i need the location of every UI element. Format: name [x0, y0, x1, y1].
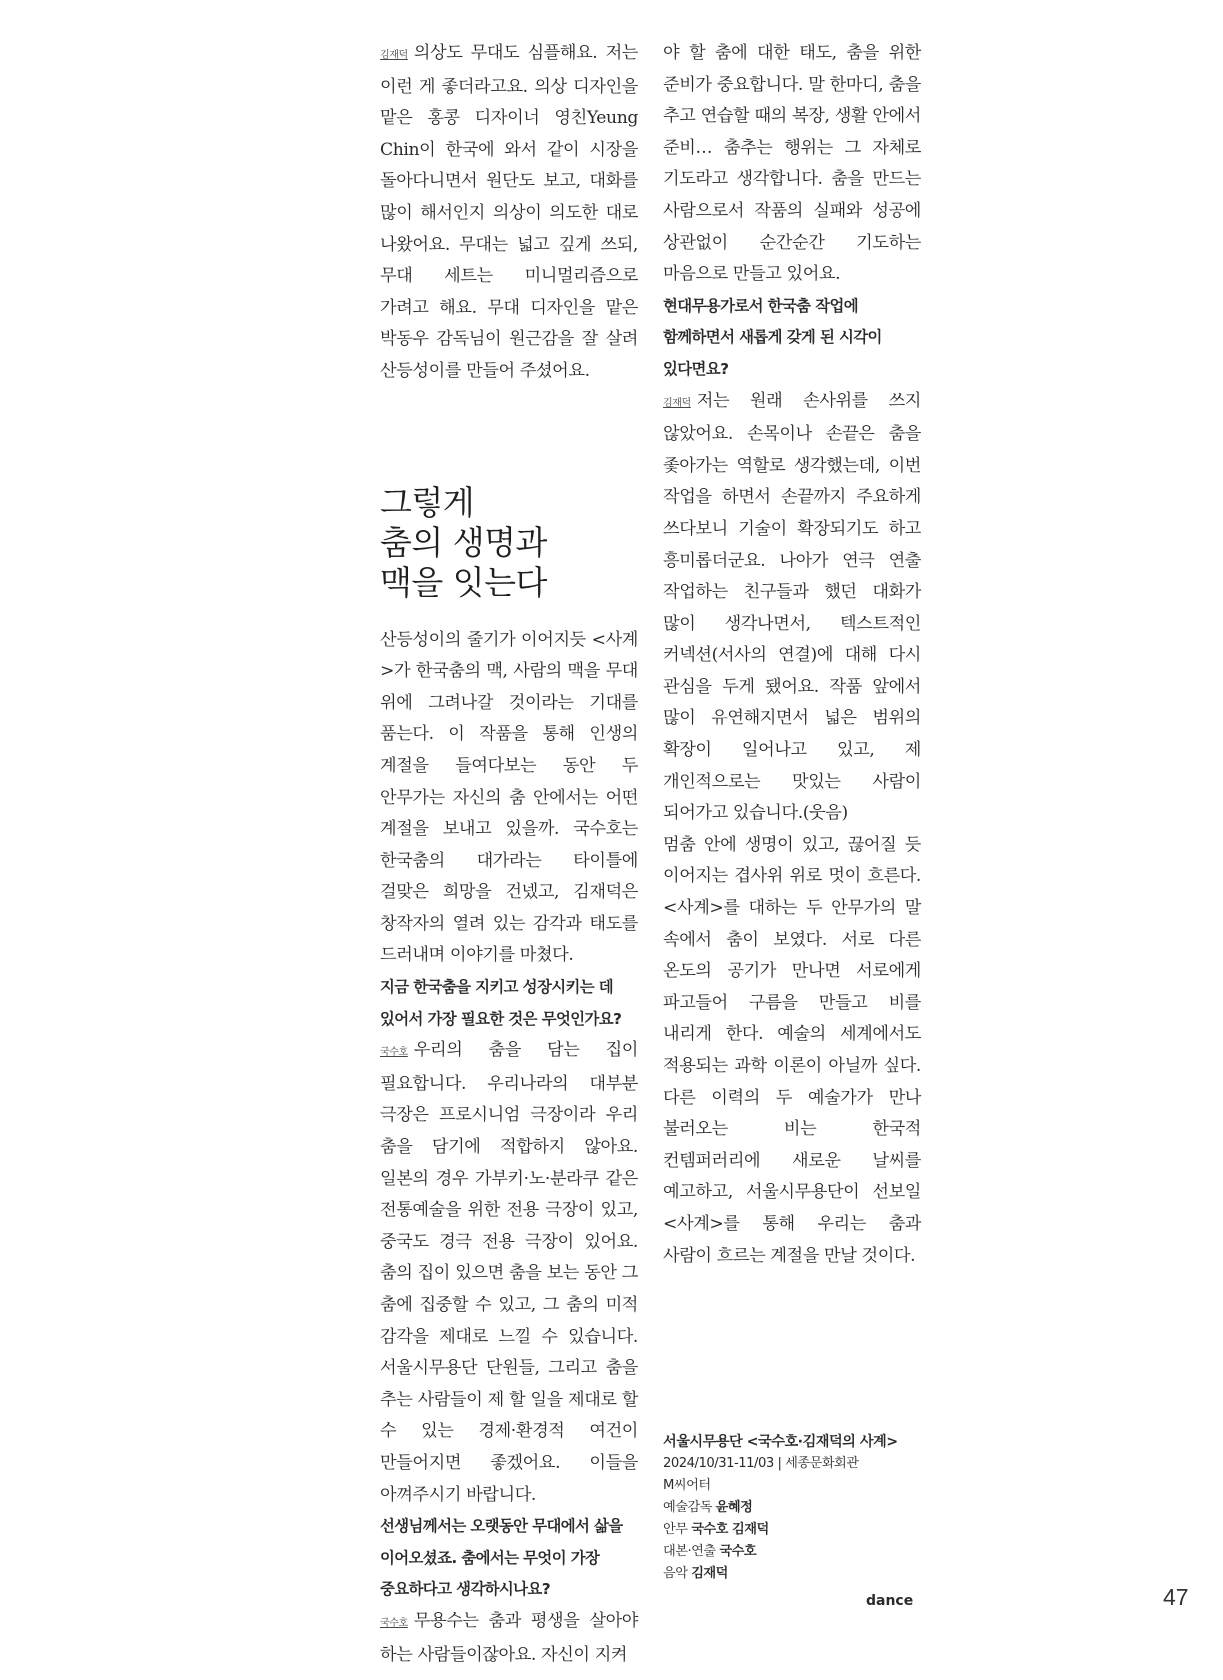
- info-choreography: 안무 국수호 김재덕: [663, 1522, 769, 1537]
- page-number: 47: [1163, 1584, 1189, 1610]
- intro-paragraph: 산등성이의 줄기가 이어지듯 <사계>가 한국춤의 맥, 사람의 맥을 무대 위에 그려나갈 것이라는 기대를 품는다. 이 작품을 통해 인생의 계절을 들여다보는 동안 두 안무가는 자신의 춤 안에서는 어떤 계절을 보내고 있을까. 국수호는 한국춤의 대가라는 타이틀에 걸맞은 희망을 건넸고, 김재덕은 창작자의 열려 있는 감각과 태도를 드러내며 이야기를 마쳤다.: [380, 629, 638, 966]
- info-dates: 2024/10/31-11/03 | 세종문화회관: [663, 1456, 859, 1471]
- answer-1: 국수호 우리의 춤을 담는 집이 필요합니다. 우리나라의 대부분 극장은 프로시니엄 극장이라 우리 춤을 담기에 적합하지 않아요. 일본의 경우 가부키·노·분라쿠 같은 전통예술을 위한 전용 극장이 있고, 중국도 경극 전용 극장이 있어요. 춤의 집이 있으면 춤을 보는 동안 그 춤에 집중할 수 있고, 그 춤의 미적 감각을 제대로 느낄 수 있습니다. 서울시무용단 단원들, 그리고 춤을 추는 사람들이 제 할 일을 제대로 할 수 있는 경제·환경적 여건이 만들어지면 좋겠어요. 이들을 아껴주시기 바랍니다.: [380, 1040, 638, 1505]
- speaker-tag: 김재덕: [380, 50, 408, 61]
- answer-2: 국수호 무용수는 춤과 평생을 살아야 하는 사람들이잖아요. 자신이 지켜: [380, 1610, 638, 1665]
- info-art-director: 예술감독 윤혜정: [663, 1500, 753, 1515]
- speaker-tag: 국수호: [380, 1047, 408, 1059]
- magazine-name: dance: [866, 1593, 914, 1609]
- section-heading: 그렇게 춤의 생명과 맥을 잇는다: [380, 482, 547, 602]
- question-3: 현대무용가로서 한국춤 작업에 함께하면서 새롭게 갖게 된 시각이 있다면요?: [663, 296, 882, 378]
- paragraph-costume: 김재덕 의상도 무대도 심플해요. 저는 이런 게 좋더라고요. 의상 디자인을 맡은 홍콩 디자이너 영친Yeung Chin이 한국에 와서 같이 시장을 돌아다니면서 원단도 보고, 대화를 많이 해서인지 의상이 의도한 대로 나왔어요. 무대는 넓고 깊게 쓰되, 무대 세트는 미니멀리즘으로 가려고 해요. 무대 디자인을 맡은 박동우 감독님이 원근감을 잘 살려 산등성이를 만들어 주셨어요.: [380, 43, 638, 381]
- closing-paragraph: 멈춤 안에 생명이 있고, 끊어질 듯 이어지는 겹사위 위로 멋이 흐른다. <사계>를 대하는 두 안무가의 말 속에서 춤이 보였다. 서로 다른 온도의 공기가 만나면 서로에게 파고들어 구름을 만들고 비를 내리게 한다. 예술의 세계에서도 적용되는 과학 이론이 아닐까 싶다. 다른 이력의 두 예술가가 만나 불러오는 비는 한국적 컨템퍼러리에 새로운 날씨를 예고하고, 서울시무용단이 선보일 <사계>를 통해 우리는 춤과 사람이 흐르는 계절을 만날 것이다.: [663, 834, 921, 1266]
- speaker-tag: 김재덕: [663, 397, 691, 409]
- left-column: [380, 38, 638, 1671]
- answer-2-continued: 야 할 춤에 대한 태도, 춤을 위한 준비가 중요합니다. 말 한마디, 춤을 추고 연습할 때의 복장, 생활 안에서 준비… 춤추는 행위는 그 자체로 기도라고 생각합니다. 춤을 만드는 사람으로서 작품의 실패와 성공에 상관없이 순간순간 기도하는 마음으로 만들고 있어요.: [663, 43, 921, 285]
- performance-info: [663, 1431, 953, 1585]
- speaker-tag: 국수호: [380, 1617, 408, 1629]
- info-music: 음악 김재덕: [663, 1566, 728, 1581]
- answer-3: 김재덕 저는 원래 손사위를 쓰지 않았어요. 손목이나 손끝은 춤을 좇아가는 역할로 생각했는데, 이번 작업을 하면서 손끝까지 주요하게 쓰다보니 기술이 확장되기도 하고 흥미롭더군요. 나아가 연극 연출 작업하는 친구들과 했던 대화가 많이 생각나면서, 텍스트적인 커넥션(서사의 연결)에 대해 다시 관심을 두게 됐어요. 작품 앞에서 많이 유연해지면서 넓은 범위의 확장이 일어나고 있고, 제 개인적으로는 맛있는 사람이 되어가고 있습니다.(웃음): [663, 390, 921, 824]
- right-column: [663, 38, 921, 1272]
- info-venue: M씨어터: [663, 1478, 711, 1493]
- info-title: 서울시무용단 <국수호·김재덕의 사계>: [663, 1434, 898, 1450]
- question-1: 지금 한국춤을 지키고 성장시키는 데 있어서 가장 필요한 것은 무엇인가요?: [380, 978, 622, 1028]
- question-2: 선생님께서는 오랫동안 무대에서 삶을 이어오셨죠. 춤에서는 무엇이 가장 중요하다고 생각하시나요?: [380, 1517, 623, 1599]
- info-script: 대본·연출 국수호: [663, 1544, 757, 1559]
